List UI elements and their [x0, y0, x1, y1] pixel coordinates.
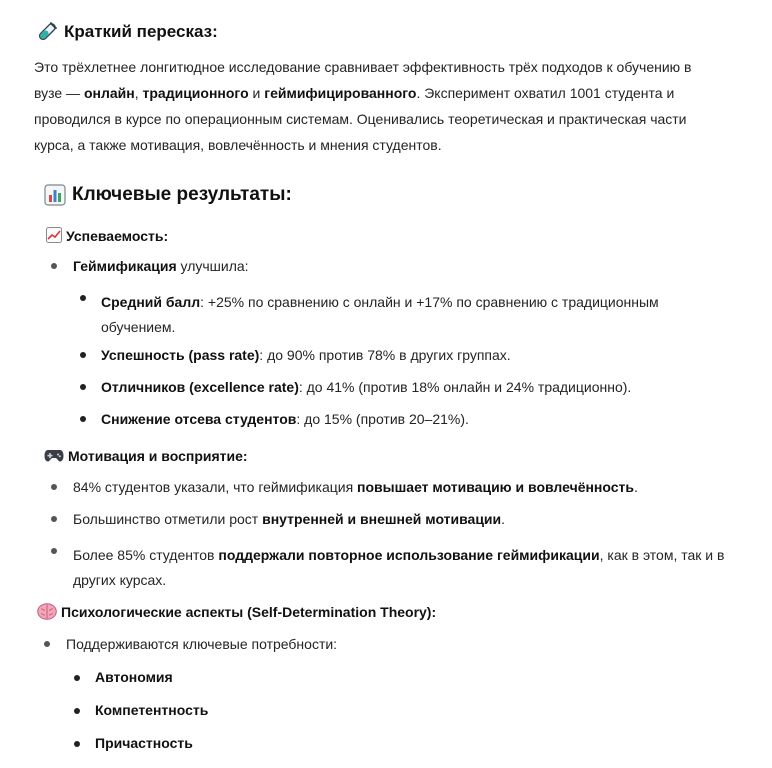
text-segment: Более 85% студентов	[73, 547, 219, 563]
text-segment: : +25% по сравнению с онлайн и +17% по сравнению с традиционным	[200, 294, 659, 310]
brain-icon	[37, 603, 57, 620]
summary-heading: Краткий пересказ:	[64, 22, 218, 41]
bold-text: Снижение отсева студентов	[101, 411, 297, 427]
performance-item	[73, 258, 249, 274]
psychology-subitem: Автономия	[95, 669, 173, 685]
text-segment: . Эксперимент охватил 1001 студента и	[416, 85, 675, 101]
bullet	[51, 263, 57, 269]
bold-text: внутренней и внешней мотивации	[262, 511, 502, 527]
text-segment: Большинство отметили рост	[73, 511, 263, 527]
results-heading: Ключевые результаты:	[72, 184, 292, 205]
summary-paragraph	[34, 54, 692, 158]
test-tube-icon	[36, 21, 58, 43]
bullet	[51, 548, 57, 554]
paragraph-line	[34, 80, 692, 106]
paragraph-line	[34, 132, 692, 158]
bold-text: Отличников (excellence rate)	[101, 379, 299, 395]
text-segment: : до 15% (против 20–21%).	[296, 411, 469, 427]
bullet	[44, 641, 50, 647]
psychology-heading: Психологические аспекты (Self-Determination Theory):	[61, 604, 437, 620]
motivation-item	[73, 543, 724, 593]
text-segment: , как в этом, так и в	[599, 547, 725, 563]
text-segment: других курсах.	[73, 572, 167, 588]
bullet	[51, 484, 57, 490]
bullet	[80, 416, 86, 422]
subitem-line	[101, 315, 659, 340]
bold-text: повышает мотивацию и вовлечённость	[357, 479, 635, 495]
performance-subitem	[101, 290, 659, 340]
bold-text: Средний балл	[101, 294, 201, 310]
psychology-item: Поддерживаются ключевые потребности:	[66, 636, 338, 652]
bullet	[80, 384, 86, 390]
performance-subitem	[101, 347, 511, 363]
bold-text: поддержали повторное использование геймификации	[218, 547, 600, 563]
bullet	[80, 352, 86, 358]
game-controller-icon	[44, 447, 64, 463]
item-line	[73, 568, 724, 593]
text-segment: .	[501, 511, 506, 527]
item-line	[73, 543, 724, 568]
bullet	[51, 516, 57, 522]
paragraph-line	[34, 106, 692, 132]
text-segment: проводился в курсе по операционным системам. Оценивались теоретическая и практическая части	[34, 111, 687, 127]
motivation-item	[73, 479, 638, 495]
text-segment: : до 90% против 78% в других группах.	[259, 347, 511, 363]
motivation-heading: Мотивация и восприятие:	[68, 448, 248, 464]
text-segment: 84% студентов указали, что геймификация	[73, 479, 358, 495]
motivation-item	[73, 511, 505, 527]
text-segment: : до 41% (против 18% онлайн и 24% традиционно).	[298, 379, 632, 395]
text-segment: обучением.	[101, 319, 176, 335]
bullet	[74, 675, 80, 681]
bold-text: Геймификация	[73, 258, 177, 274]
bold-text: Успешность (pass rate)	[101, 347, 260, 363]
text-segment: .	[634, 479, 638, 495]
bold-text: геймифицированного	[264, 85, 417, 101]
text-segment: и	[248, 85, 265, 101]
bullet	[74, 708, 80, 714]
text-segment: улучшила:	[176, 258, 249, 274]
performance-heading: Успеваемость:	[66, 228, 169, 244]
psychology-subitem: Компетентность	[95, 702, 209, 718]
text-segment: ,	[134, 85, 143, 101]
text-segment: курса, а также мотивация, вовлечённость и мнения студентов.	[34, 137, 442, 153]
text-segment: вузе —	[34, 85, 84, 101]
subitem-line	[101, 290, 659, 315]
performance-subitem	[101, 379, 631, 395]
paragraph-line	[34, 54, 692, 80]
text-segment: Это трёхлетнее лонгитюдное исследование сравнивает эффективность трёх подходов к обучению в	[34, 59, 692, 75]
bold-text: онлайн	[83, 85, 135, 101]
chart-increasing-icon	[46, 227, 62, 243]
psychology-subitem: Причастность	[95, 735, 193, 751]
bullet	[80, 295, 86, 301]
bullet	[74, 741, 80, 747]
performance-subitem	[101, 411, 469, 427]
bar-chart-icon	[44, 184, 66, 206]
bold-text: традиционного	[142, 85, 249, 101]
